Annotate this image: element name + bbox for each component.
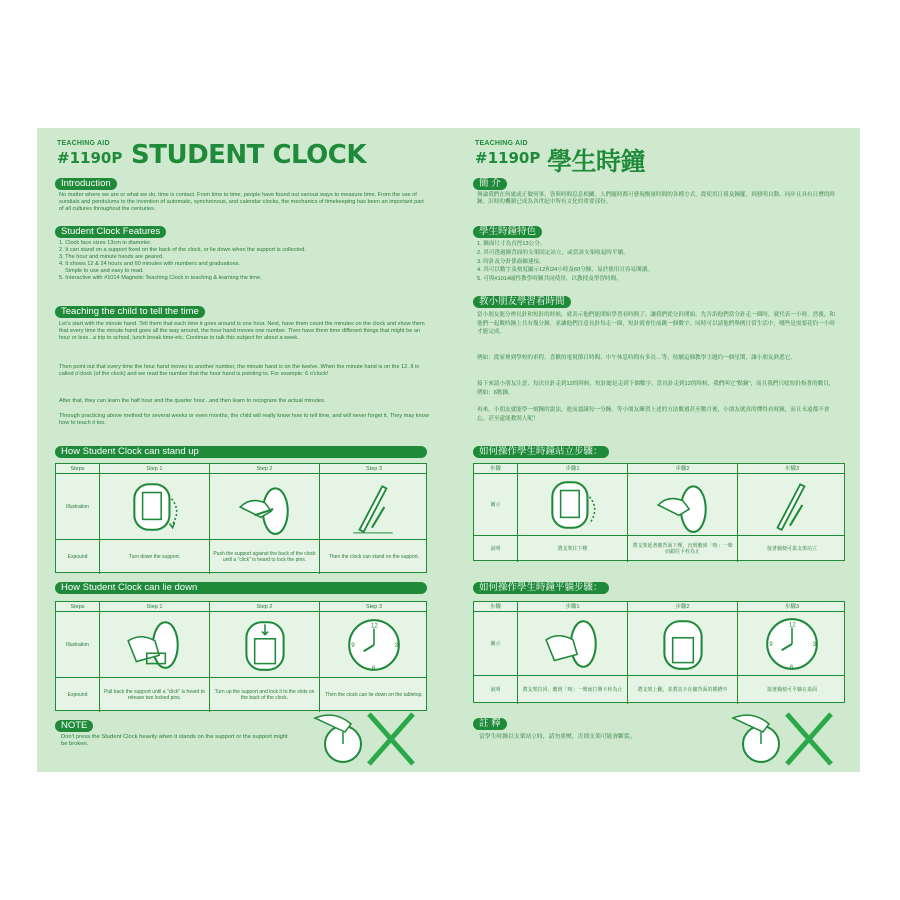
product-code: #1190P — [475, 149, 541, 167]
stand-step2-illustration — [210, 474, 320, 539]
stand-step3-illustration — [320, 474, 428, 539]
illustration-label: Illustration — [56, 474, 100, 539]
svg-text:3: 3 — [394, 641, 399, 649]
lie-step1-illustration — [518, 612, 628, 675]
stand-up-table — [473, 463, 845, 561]
svg-text:9: 9 — [769, 640, 773, 648]
stand-step1-text: Turn down the support. — [100, 540, 210, 574]
title-block — [55, 138, 448, 172]
feature-item: 1. Clock face sizes 13cm in diameter. — [59, 240, 152, 246]
lie-step2-text: 將支架上翻，並將其卡在鐘背面的插槽中 — [628, 676, 738, 704]
steps-label: 步驟 — [474, 464, 518, 473]
features-heading: Student Clock Features — [55, 226, 166, 238]
introduction-text: No matter where we are or what we do, time is contact. From time to time, people have found out various ways to measure time. From the use of sundials and pendulums to the invention of automatic, synchronous, and calendar clocks, the mechanics of timekeeping has been an important part of all cultures throughout the centuries. — [59, 192, 424, 212]
feature-item: 5. 可與#1014磁性教學時鐘共同使用，以教授及學習時間。 — [477, 276, 622, 283]
features-heading: 學生時鐘特色 — [473, 226, 542, 238]
teaching-aid-label: TEACHING AID — [57, 140, 110, 147]
step3-label: 步驟3 — [784, 465, 800, 472]
note-heading: 註 釋 — [473, 718, 507, 730]
lie-step1-text: Pull back the support until a "click" is heard to release two locked pins. — [100, 678, 210, 712]
svg-text:3: 3 — [812, 640, 817, 648]
introduction-heading: Introduction — [55, 178, 117, 190]
note-warning-illustration — [313, 708, 425, 768]
feature-item: 2. It can stand on a support fixed on the back of the clock, or lie down when the support is collected. — [59, 246, 306, 253]
lie-step1-illustration — [100, 612, 210, 677]
lie-step2-text: Turn up the support and lock it to the slots on the back of the clock. — [210, 678, 320, 712]
stand-up-heading: How Student Clock can stand up — [55, 446, 427, 458]
steps-label: 步驟 — [474, 602, 518, 611]
svg-text:12: 12 — [370, 621, 378, 629]
lie-step2-illustration — [210, 612, 320, 677]
step3-label: Step 3 — [366, 603, 382, 610]
feature-item: 5. Interactive with #1014 Magnetic Teaching Clock in teaching & learning the time. — [59, 274, 262, 281]
step2-label: 步驟2 — [628, 602, 738, 611]
stand-step3-illustration — [738, 474, 846, 535]
illustration-label: 圖示 — [474, 474, 518, 535]
teaching-text-3: After that, they can learn the half hour and the quarter hour...and then learn to recognize the actual minutes. — [59, 398, 326, 404]
feature-item: Simple to use and easy to read. — [65, 267, 144, 274]
introduction-heading: 簡 介 — [473, 178, 507, 190]
table-header-row — [474, 464, 844, 474]
stand-step3-text: Then the clock can stand on the support. — [328, 554, 420, 560]
lie-step1-text: 將支架拉回，聽到「喀」一聲而打開卡栓為止 — [518, 676, 628, 704]
note-warning-illustration — [731, 708, 843, 768]
introduction-text: 無論我們在何處或正做何事，皆與時間息息相關。人們隨時都可發現衡量時間的各種方式，從使用日晷及鐘擺，到發明自動、同步且具有日曆的時鐘，計時的機制已成為各世紀中所有文化的重要部份。 — [477, 192, 836, 205]
teaching-text-2: Then point out that every time the hour hand moves to another number, the minute hand is on the twelve. When the minute hand is on the 12. It is called o'clock (of the clock) and we read the number that the hour hand is pointing to. For example: 6 o'clock! — [59, 364, 420, 377]
note-text: 當學生時鐘以支架站立時，請勿重壓，否則支架可能會斷裂。 — [479, 734, 636, 740]
step2-label: Step 2 — [210, 464, 320, 473]
page-title: STUDENT CLOCK — [131, 140, 367, 170]
illustration-label: 圖示 — [474, 612, 518, 675]
features-list — [59, 240, 429, 281]
teaching-text-3: 接下來請小朋友注意，每次長針走到12的時候，短針總是走到下個數字。當長針走到12的時候，我們叫它“點鐘”，而且我們只唸短針指著的數目，例如：6點鐘。 — [477, 381, 835, 396]
svg-text:9: 9 — [351, 641, 355, 649]
feature-item: 2. 其可透過鐘背面的支架固定站立，或當該支架收起時平躺。 — [477, 249, 629, 256]
lie-step3-illustration — [320, 612, 428, 677]
svg-text:12: 12 — [788, 620, 796, 628]
teaching-heading: 教小朋友學習看時間 — [473, 296, 571, 308]
stand-step1-illustration — [100, 474, 210, 539]
lie-down-heading: 如何操作學生時鐘平躺步驟： — [473, 582, 609, 594]
svg-text:6: 6 — [789, 663, 794, 671]
steps-label: Steps — [56, 602, 100, 611]
note-text: Don't press the Student Clock heavily when it stands on the support or the support might be broken. — [61, 734, 288, 747]
feature-item: 4. It shows 12 & 24 hours and 60 minutes with numbers and graduations. — [59, 260, 240, 267]
teaching-text-4: 再來，小朋友就能學一刻鐘的說法，進而認識每一分鐘。等小朋友練習上述的方法數週甚至數月後，小朋友就真的懂得看時鐘，而且永遠都不會忘，甚至還能教別人呢！ — [477, 407, 830, 422]
step1-label: 步驟1 — [518, 464, 628, 473]
step3-label: Step 3 — [366, 465, 382, 472]
step3-label: 步驟3 — [784, 603, 800, 610]
feature-item: 1. 鐘面尺寸為直徑13公分。 — [477, 241, 546, 247]
expound-row — [474, 536, 844, 562]
stand-step3-text: 接著鐘便可靠支架站立 — [766, 546, 817, 552]
illustration-row — [56, 474, 426, 540]
stand-step1-illustration — [518, 474, 628, 535]
table-header-row — [56, 464, 426, 474]
features-list — [477, 240, 837, 284]
table-header-row — [474, 602, 844, 612]
stand-step2-text: Push the support against the back of the clock until a "click" is heard to lock the pins. — [210, 540, 320, 574]
teaching-text-2: 例如：從家裡到學校的車程、喜歡的電視節目時間、中午休息時間有多長…等。持續這個教學主題約一個星期，讓小朋友熟悉它。 — [477, 355, 796, 361]
illustration-row — [474, 612, 844, 676]
teaching-text-1: Let's start with the minute hand. Tell them that each time it goes around is one hour. Next, have them count the minutes on the clock and show them that every time the minute hand goes all the way around, the hour hand moves one number. Then have them time different things that might be an hour or less...a trip to school, lunch break time-etc. Continue to talk this subject for about a week. — [59, 321, 425, 341]
expound-label: Expound — [56, 540, 100, 574]
step2-label: Step 2 — [210, 602, 320, 611]
lie-step3-text: 接著鐘便可平躺在桌面 — [766, 687, 817, 693]
svg-text:6: 6 — [371, 664, 376, 672]
feature-item: 3. 時針及分針係齒輪連接。 — [477, 258, 545, 265]
lie-down-heading: How Student Clock can lie down — [55, 582, 427, 594]
stand-step1-text: 將支架往下壓 — [518, 536, 628, 562]
expound-row — [56, 540, 426, 574]
english-column — [55, 128, 448, 772]
expound-label: Expound — [56, 678, 100, 712]
page-title: 學生時鐘 — [547, 147, 646, 176]
instruction-sheet — [37, 128, 860, 772]
step1-label: Step 1 — [100, 602, 210, 611]
stand-up-heading: 如何操作學生時鐘站立步驟： — [473, 446, 609, 458]
chinese-column — [473, 128, 845, 772]
expound-row — [474, 676, 844, 704]
teaching-heading: Teaching the child to tell the time — [55, 306, 205, 318]
lie-step3-text: Then the clock can lie down on the tabletop. — [325, 692, 423, 698]
lie-down-table — [473, 601, 845, 703]
table-header-row — [56, 602, 426, 612]
step1-label: Step 1 — [100, 464, 210, 473]
teaching-text-1: 當小朋友能分辨長針和短針的時候，就表示他們能開始學習看時間了。讓我們從分針開始，先告訴他們當分針走一圈時，就代表一小時。然後，和他們一起數時鐘上共有幾分鐘，並讓他們注意長針每走一圈，短針就會往前跳一個數字。同時可以請他們舉例日常生活中，哪些是需要花約一小時才能完成。 — [477, 312, 836, 336]
illustration-row — [474, 474, 844, 536]
lie-step2-illustration — [628, 612, 738, 675]
expound-label: 說明 — [474, 536, 518, 562]
illustration-row — [56, 612, 426, 678]
feature-item: 3. The hour and minute hands are geared. — [59, 253, 164, 260]
note-heading: NOTE — [55, 720, 93, 732]
lie-down-table — [55, 601, 427, 711]
expound-row — [56, 678, 426, 712]
stand-up-table — [55, 463, 427, 573]
lie-step3-illustration — [738, 612, 846, 675]
teaching-text-4: Through practicing above method for several weeks or even months, the child will really know how to tell time, and will never forget it. They may know how to teach it too. — [59, 413, 429, 426]
product-code: #1190P — [57, 149, 123, 167]
steps-label: Steps — [56, 464, 100, 473]
feature-item: 4. 其可以數字及刻度顯示12和24小時及60分鐘，易於使用且容易閱讀。 — [477, 267, 653, 274]
title-block — [473, 138, 845, 176]
expound-label: 說明 — [474, 676, 518, 704]
step2-label: 步驟2 — [628, 464, 738, 473]
step1-label: 步驟1 — [518, 602, 628, 611]
stand-step2-text: 將支架延著鐘背面下壓，直到聽到「喀」一聲而鎖住卡栓為止 — [628, 536, 738, 562]
stand-step2-illustration — [628, 474, 738, 535]
illustration-label: Illustration — [56, 612, 100, 677]
teaching-aid-label: TEACHING AID — [475, 140, 528, 147]
